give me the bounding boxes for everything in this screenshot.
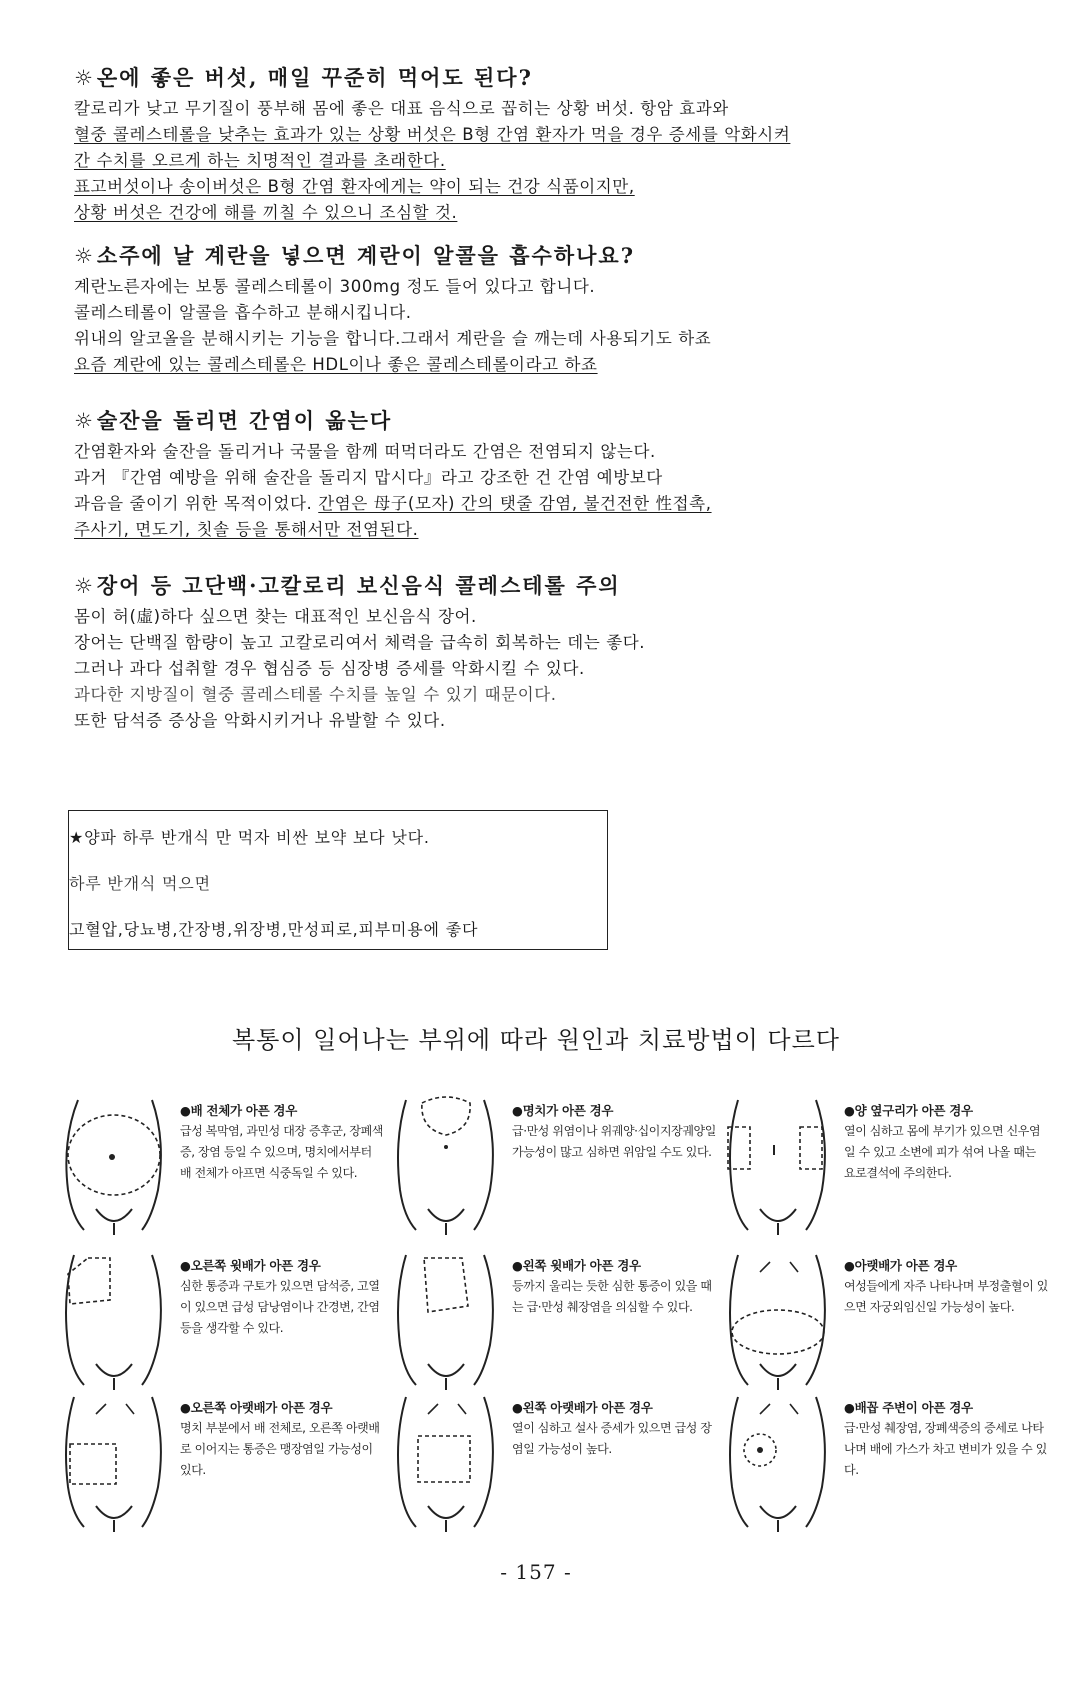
text-line: 위내의 알코올을 분해시키는 기능을 합니다.그래서 계란을 슬 깨는데 사용되기도 하죠	[74, 329, 712, 348]
abdomen-lower-left-icon	[388, 1392, 500, 1532]
box-line: ★양파 하루 반개식 만 먹자 비싼 보약 보다 낫다.	[69, 828, 430, 847]
item-desc: 급·만성 위염이나 위궤양·십이지장궤양일 가능성이 많고 심하면 위암일 수도 있다.	[512, 1124, 716, 1159]
section-eel	[74, 570, 974, 734]
item-title: ●왼쪽 윗배가 아픈 경우	[512, 1258, 641, 1273]
text-line: 과다한 지방질이 혈중 콜레스테롤 수치를 높일 수 있기 때문이다.	[74, 685, 557, 704]
text-line: 상황 버섯은 건강에 해를 끼칠 수 있으니 조심할 것.	[74, 203, 458, 222]
abdomen-item	[720, 1250, 1050, 1390]
section-title: ☼온에 좋은 버섯, 매일 꾸준히 먹어도 된다?	[74, 65, 533, 90]
section-title: ☼장어 등 고단백·고칼로리 보신음식 콜레스테롤 주의	[74, 573, 621, 598]
abdomen-item	[388, 1095, 718, 1235]
box-line: 하루 반개식 먹으면	[69, 874, 211, 893]
abdomen-upper-right-icon	[56, 1250, 168, 1390]
abdomen-whole-icon	[56, 1095, 168, 1235]
item-desc: 열이 심하고 몸에 부기가 있으면 신우염일 수 있고 소변에 피가 섞여 나올 때는 요로결석에 주의한다.	[844, 1124, 1041, 1180]
box-line: 고혈압,당뇨병,간장병,위장병,만성피로,피부미용에 좋다	[69, 920, 479, 939]
text-line: 콜레스테롤이 알콜을 흡수하고 분해시킵니다.	[74, 303, 412, 322]
abdomen-item	[388, 1250, 718, 1390]
text-line: 주사기, 면도기, 칫솔 등을 통해서만 전염된다.	[74, 520, 419, 539]
text-line: 요즘 계란에 있는 콜레스테롤은 HDL이나 좋은 콜레스테롤이라고 하죠	[74, 355, 598, 374]
sun-icon: ☼	[74, 66, 95, 90]
item-title: ●왼쪽 아랫배가 아픈 경우	[512, 1400, 653, 1415]
abdomen-upper-left-icon	[388, 1250, 500, 1390]
abdomen-item	[56, 1392, 386, 1532]
abdomen-section-title: 복통이 일어나는 부위에 따라 원인과 치료방법이 다르다	[231, 1026, 840, 1054]
sun-icon: ☼	[74, 409, 95, 433]
abdomen-item	[720, 1392, 1050, 1532]
text-line: 간 수치를 오르게 하는 치명적인 결과를 초래한다.	[74, 151, 446, 170]
abdomen-navel-icon	[720, 1392, 832, 1532]
text-line: 간염환자와 술잔을 돌리거나 국물을 함께 떠먹더라도 간염은 전염되지 않는다.	[74, 442, 656, 461]
item-desc: 심한 통증과 구토가 있으면 담석증, 고열이 있으면 급성 담낭염이나 간경변, 간염 등을 생각할 수 있다.	[180, 1279, 380, 1335]
item-title: ●아랫배가 아픈 경우	[844, 1258, 957, 1273]
item-desc: 열이 심하고 설사 증세가 있으면 급성 장염일 가능성이 높다.	[512, 1421, 712, 1456]
item-title: ●명치가 아픈 경우	[512, 1103, 614, 1118]
item-title: ●오른쪽 아랫배가 아픈 경우	[180, 1400, 333, 1415]
item-title: ●양 옆구리가 아픈 경우	[844, 1103, 973, 1118]
abdomen-flanks-icon	[720, 1095, 832, 1235]
sun-icon: ☼	[74, 244, 95, 268]
text-line: 칼로리가 낮고 무기질이 풍부해 몸에 좋은 대표 음식으로 꼽히는 상황 버섯. 항암 효과와	[74, 99, 729, 118]
text-line: 과거 『간염 예방을 위해 술잔을 돌리지 맙시다』라고 강조한 건 간염 예방보다	[74, 468, 663, 487]
text-line: 계란노른자에는 보통 콜레스테롤이 300mg 정도 들어 있다고 합니다.	[74, 277, 596, 296]
abdomen-lower-right-icon	[56, 1392, 168, 1532]
text-line: 혈중 콜레스테롤을 낮추는 효과가 있는 상황 버섯은 B형 간염 환자가 먹을 경우 증세를 악화시켜	[74, 125, 791, 144]
item-desc: 여성들에게 자주 나타나며 부정출혈이 있으면 자궁외임신일 가능성이 높다.	[844, 1279, 1048, 1314]
text-line: 과음을 줄이기 위한 목적이었다. 간염은 母子(모자) 간의 탯줄 감염, 불건전한 性접촉,	[74, 494, 712, 513]
section-title: ☼소주에 날 계란을 넣으면 계란이 알콜을 흡수하나요?	[74, 243, 636, 268]
text-line: 또한 담석증 증상을 악화시키거나 유발할 수 있다.	[74, 711, 446, 730]
onion-tip-box	[68, 810, 608, 950]
sun-icon: ☼	[74, 574, 95, 598]
section-sharing-glass	[74, 405, 974, 543]
item-desc: 급·만성 췌장염, 장폐색증의 증세로 나타나며 배에 가스가 차고 변비가 있을 수 있다.	[844, 1421, 1047, 1477]
page-number: - 157 -	[500, 1560, 572, 1584]
section-mushroom	[74, 62, 974, 226]
item-title: ●오른쪽 윗배가 아픈 경우	[180, 1258, 321, 1273]
abdomen-item	[720, 1095, 1050, 1235]
item-desc: 급성 복막염, 과민성 대장 증후군, 장폐색증, 장염 등일 수 있으며, 명치에서부터 배 전체가 아프면 식중독일 수 있다.	[180, 1124, 383, 1180]
abdomen-epigastric-icon	[388, 1095, 500, 1235]
abdomen-lower-icon	[720, 1250, 832, 1390]
text-line: 몸이 허(虛)하다 싶으면 찾는 대표적인 보신음식 장어.	[74, 607, 477, 626]
section-title: ☼술잔을 돌리면 간염이 옮는다	[74, 408, 393, 433]
item-title: ●배꼽 주변이 아픈 경우	[844, 1400, 973, 1415]
item-desc: 명치 부분에서 배 전체로, 오른쪽 아랫배로 이어지는 통증은 맹장염일 가능성이 있다.	[180, 1421, 380, 1477]
item-desc: 등까지 울리는 듯한 심한 통증이 있을 때는 급·만성 췌장염을 의심할 수 있다.	[512, 1279, 712, 1314]
abdomen-item	[388, 1392, 718, 1532]
item-title: ●배 전체가 아픈 경우	[180, 1103, 297, 1118]
text-line: 표고버섯이나 송이버섯은 B형 간염 환자에게는 약이 되는 건강 식품이지만,	[74, 177, 635, 196]
abdomen-item	[56, 1250, 386, 1390]
abdomen-item	[56, 1095, 386, 1235]
section-egg-soju	[74, 240, 974, 378]
text-line: 장어는 단백질 함량이 높고 고칼로리여서 체력을 급속히 회복하는 데는 좋다.	[74, 633, 646, 652]
text-line: 그러나 과다 섭취할 경우 협심증 등 심장병 증세를 악화시킬 수 있다.	[74, 659, 585, 678]
